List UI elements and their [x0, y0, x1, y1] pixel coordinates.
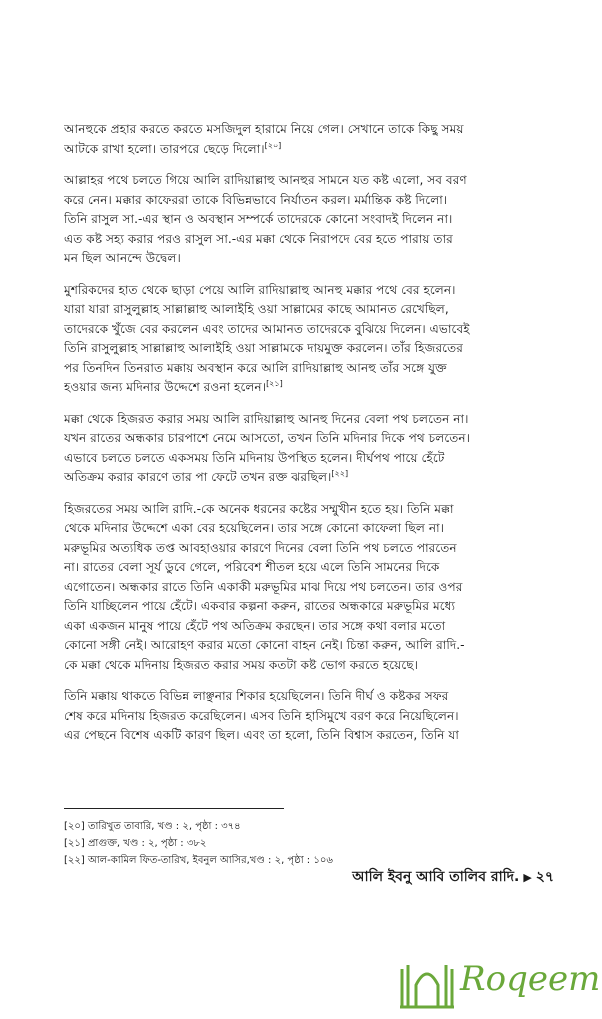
watermark-brand: Roqeem: [460, 959, 601, 999]
text-line: থেকে মদিনার উদ্দেশে একা বের হয়েছিলেন। তার সঙ্গে কোনো কাফেলা ছিল না।: [64, 521, 445, 535]
text-line-content: আটকে রাখা হলো। তারপরে ছেড়ে দিলো।: [64, 141, 265, 156]
text-line-content: হওয়ার জন্য মদিনার উদ্দেশে রওনা হলেন।: [64, 380, 267, 394]
text-line: তিনি রাসুলুল্লাহ সাল্লাল্লাহু আলাইহি ওয়া সাল্লামকে দায়মুক্ত করলেন। তাঁর হিজরতের: [64, 341, 463, 355]
text-line-content: অতিক্রম করার কারণে তার পা ফেটে তখন রক্ত ঝরছিল।: [64, 470, 332, 484]
footnote-reference: [২১]: [266, 378, 283, 388]
paragraph: [64, 120, 554, 159]
footnote: [২১] প্রাগুক্ত, খণ্ড : ২, পৃষ্ঠা : ৩৮২: [64, 838, 207, 849]
paragraph: [64, 500, 554, 676]
paragraph: [64, 171, 554, 269]
text-line: করে নেন। মক্কার কাফেররা তাকে বিভিন্নভাবে নির্যাতন করল। মর্মান্তিক কষ্ট দিলো।: [64, 192, 448, 207]
text-line: তিনি মক্কায় থাকতে বিভিন্ন লাঞ্ছনার শিকার হয়েছিলেন। তিনি দীর্ঘ ও কষ্টকর সফর: [64, 689, 449, 703]
footnotes: [64, 818, 554, 869]
footnote-divider: [64, 808, 284, 809]
text-line: এভাবে চলতে চলতে একসময় তিনি মদিনায় উপস্থিত হলেন। দীর্ঘপথ পায়ে হেঁটে: [64, 450, 445, 465]
text-line: মরুভূমির অত্যধিক তপ্ত আবহাওয়ার কারণে দিনের বেলা তিনি পথ চলতে পারতেন: [64, 540, 457, 555]
text-line: এর পেছনে বিশেষ একটি কারণ ছিল। এবং তা হলো, তিনি বিশ্বাস করতেন, তিনি যা: [64, 728, 459, 742]
text-line: তাদেরকে খুঁজে বের করলেন এবং তাদের আমানত তাদেরকে বুঝিয়ে দিলেন। এভাবেই: [64, 321, 470, 336]
text-line: মুশরিকদের হাত থেকে ছাড়া পেয়ে আলি রাদিয়াল্লাহু আনহু মক্কার পথে বের হলেন।: [64, 282, 456, 297]
text-line: এত কষ্ট সহ্য করার পরও রাসুল সা.-এর মক্কা থেকে নিরাপদে বের হতে পারায় তার: [64, 231, 453, 246]
text-line: মন ছিল আনন্দে উদ্বেল।: [64, 251, 181, 265]
triangle-right-icon: ▶: [523, 871, 532, 884]
page-footer: [352, 865, 554, 889]
paragraph: [64, 281, 554, 398]
text-line: [64, 378, 554, 398]
footnote: [২২] আল-কামিল ফিত-তারিখ, ইবনুল আসির,খণ্ড : ২, পৃষ্ঠা : ১০৬: [64, 855, 333, 866]
text-line: হিজরতের সময় আলি রাদি.-কে অনেক ধরনের কষ্টের সম্মুখীন হতে হয়। তিনি মক্কা: [64, 501, 454, 516]
text-line: আনহুকে প্রহার করতে করতে মসজিদুল হারামে নিয়ে গেল। সেখানে তাকে কিছু সময়: [64, 122, 464, 136]
text-line: এগোতেন। অন্ধকার রাতে তিনি একাকী মরুভূমির মাঝ দিয়ে পথ চলতেন। তার ওপর: [64, 579, 463, 594]
text-line: তিনি রাসুল সা.-এর স্থান ও অবস্থান সম্পর্কে তাদেরকে কোনো সংবাদই দিলেন না।: [64, 212, 453, 226]
body-text: [64, 120, 554, 758]
paragraph: [64, 687, 554, 746]
text-line: পর তিনদিন তিনরাত মক্কায় অবস্থান করে আলি রাদিয়াল্লাহু আনহু তাঁর সঙ্গে যুক্ত: [64, 360, 447, 375]
text-line: মক্কা থেকে হিজরত করার সময় আলি রাদিয়াল্লাহু আনহু দিনের বেলা পথ চলতেন না।: [64, 411, 469, 426]
footnote-reference: [২২]: [331, 468, 349, 478]
text-line: শেষ করে মদিনায় হিজরত করেছিলেন। এসব তিনি হাসিমুখে বরণ করে নিয়েছিলেন।: [64, 708, 459, 723]
text-line: তিনি যাচ্ছিলেন পায়ে হেঁটে। একবার কল্পনা করুন, রাতের অন্ধকারে মরুভূমির মধ্যে: [64, 599, 456, 613]
page-number: ২৭: [535, 869, 554, 885]
text-line: একা একজন মানুষ পায়ে হেঁটে পথ অতিক্রম করছেন। তার সঙ্গে কথা বলার মতো: [64, 618, 446, 633]
footnote-reference: [২০]: [264, 140, 282, 150]
footnote: [২০] তারিখুত তাবারি, খণ্ড : ২, পৃষ্ঠা : ৩৭৪: [64, 821, 241, 832]
text-line: আল্লাহর পথে চলতে গিয়ে আলি রাদিয়াল্লাহু আনহুর সামনে যত কষ্ট এলো, সব বরণ: [64, 173, 467, 187]
text-line: [64, 468, 554, 488]
text-line: যারা যারা রাসুলুল্লাহ সাল্লাল্লাহু আলাইহি ওয়া সাল্লামের কাছে আমানত রেখেছিল,: [64, 302, 449, 316]
text-line: কে মক্কা থেকে মদিনায় হিজরত করার সময় কতটা কষ্ট ভোগ করতে হয়েছে।: [64, 657, 418, 672]
text-line: [64, 140, 554, 160]
text-line: না। রাতের বেলা সূর্য ডুবে গেলে, পরিবেশ শীতল হয়ে এলে তিনি সামনের দিকে: [64, 560, 440, 574]
text-line: যখন রাতের অন্ধকার চারপাশে নেমে আসতো, তখন তিনি মদিনার দিকে পথ চলতেন।: [64, 431, 470, 445]
text-line: কোনো সঙ্গী নেই। আরোহণ করার মতো কোনো বাহন নেই। চিন্তা করুন, আলি রাদি.-: [64, 638, 465, 652]
watermark-logo: [396, 955, 601, 1010]
running-title: আলি ইবনু আবি তালিব রাদি.: [352, 869, 520, 885]
mosque-arch-icon: [396, 955, 458, 1010]
paragraph: [64, 410, 554, 488]
